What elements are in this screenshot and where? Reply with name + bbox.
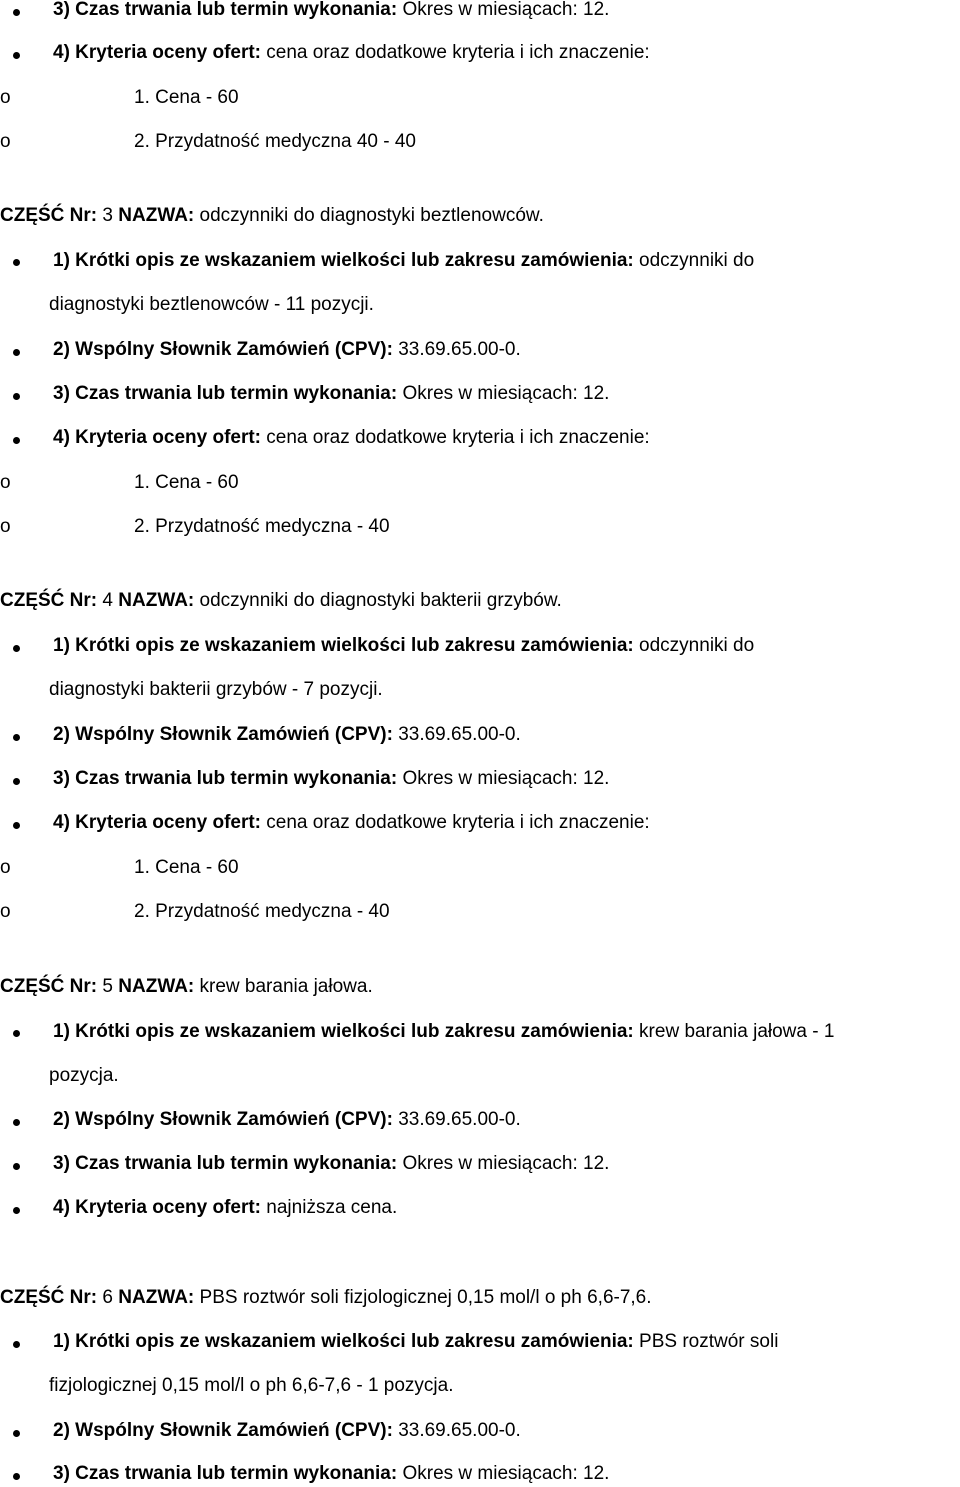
opis-continuation: fizjologicznej 0,15 mol/l o ph 6,6-7,6 - 1 pozycja. [49,1375,454,1396]
cpv-item: 2) Wspólny Słownik Zamówień (CPV): 33.69.65.00-0. [53,339,521,360]
kryterium-1: 1. Cena - 60 [134,857,239,878]
bullet-icon [13,1341,20,1348]
kryterium-1: 1. Cena - 60 [134,472,239,493]
sub-marker: o [0,472,11,493]
section-heading: CZĘŚĆ Nr: 3 NAZWA: odczynniki do diagnostyki beztlenowców. [0,205,544,226]
bullet-icon [13,259,20,266]
sub-marker: o [0,87,11,108]
sub-marker: o [0,516,11,537]
czas-item: 3) Czas trwania lub termin wykonania: Okres w miesiącach: 12. [53,768,610,789]
kryteria-item: 4) Kryteria oceny ofert: najniższa cena. [53,1197,398,1218]
bullet-icon [13,822,20,829]
bullet-icon [13,1430,20,1437]
cpv-item: 2) Wspólny Słownik Zamówień (CPV): 33.69.65.00-0. [53,724,521,745]
sub-marker: o [0,131,11,152]
cpv-item: 2) Wspólny Słownik Zamówień (CPV): 33.69.65.00-0. [53,1420,521,1441]
cpv-item: 2) Wspólny Słownik Zamówień (CPV): 33.69.65.00-0. [53,1109,521,1130]
kryterium-1: 1. Cena - 60 [134,87,239,108]
sub-marker: o [0,901,11,922]
opis-item: 1) Krótki opis ze wskazaniem wielkości lub zakresu zamówienia: odczynniki do [53,250,755,271]
opis-continuation: diagnostyki beztlenowców - 11 pozycji. [49,294,374,315]
bullet-icon [13,437,20,444]
section-heading: CZĘŚĆ Nr: 4 NAZWA: odczynniki do diagnostyki bakterii grzybów. [0,590,562,611]
bullet-icon [13,1163,20,1170]
bullet-icon [13,9,20,16]
bullet-icon [13,734,20,741]
sub-marker: o [0,857,11,878]
opis-item: 1) Krótki opis ze wskazaniem wielkości lub zakresu zamówienia: odczynniki do [53,635,755,656]
bullet-icon [13,645,20,652]
bullet-icon [13,778,20,785]
bullet-icon [13,1119,20,1126]
czas-item: 3) Czas trwania lub termin wykonania: Okres w miesiącach: 12. [53,0,610,20]
kryterium-2: 2. Przydatność medyczna - 40 [134,901,390,922]
opis-continuation: pozycja. [49,1065,119,1086]
kryteria-item: 4) Kryteria oceny ofert: cena oraz dodatkowe kryteria i ich znaczenie: [53,427,650,448]
bullet-icon [13,1207,20,1214]
section-heading: CZĘŚĆ Nr: 6 NAZWA: PBS roztwór soli fizjologicznej 0,15 mol/l o ph 6,6-7,6. [0,1287,652,1308]
opis-item: 1) Krótki opis ze wskazaniem wielkości lub zakresu zamówienia: krew barania jałowa - 1 [53,1021,835,1042]
kryteria-item: 4) Kryteria oceny ofert: cena oraz dodatkowe kryteria i ich znaczenie: [53,42,650,63]
bullet-icon [13,1473,20,1480]
czas-item: 3) Czas trwania lub termin wykonania: Okres w miesiącach: 12. [53,1153,610,1174]
opis-item: 1) Krótki opis ze wskazaniem wielkości lub zakresu zamówienia: PBS roztwór soli [53,1331,779,1352]
kryterium-2: 2. Przydatność medyczna - 40 [134,516,390,537]
czas-item: 3) Czas trwania lub termin wykonania: Okres w miesiącach: 12. [53,1463,610,1484]
opis-continuation: diagnostyki bakterii grzybów - 7 pozycji. [49,679,383,700]
kryterium-2: 2. Przydatność medyczna 40 - 40 [134,131,416,152]
czas-item: 3) Czas trwania lub termin wykonania: Okres w miesiącach: 12. [53,383,610,404]
bullet-icon [13,349,20,356]
bullet-icon [13,52,20,59]
section-heading: CZĘŚĆ Nr: 5 NAZWA: krew barania jałowa. [0,976,373,997]
kryteria-item: 4) Kryteria oceny ofert: cena oraz dodatkowe kryteria i ich znaczenie: [53,812,650,833]
bullet-icon [13,393,20,400]
bullet-icon [13,1030,20,1037]
